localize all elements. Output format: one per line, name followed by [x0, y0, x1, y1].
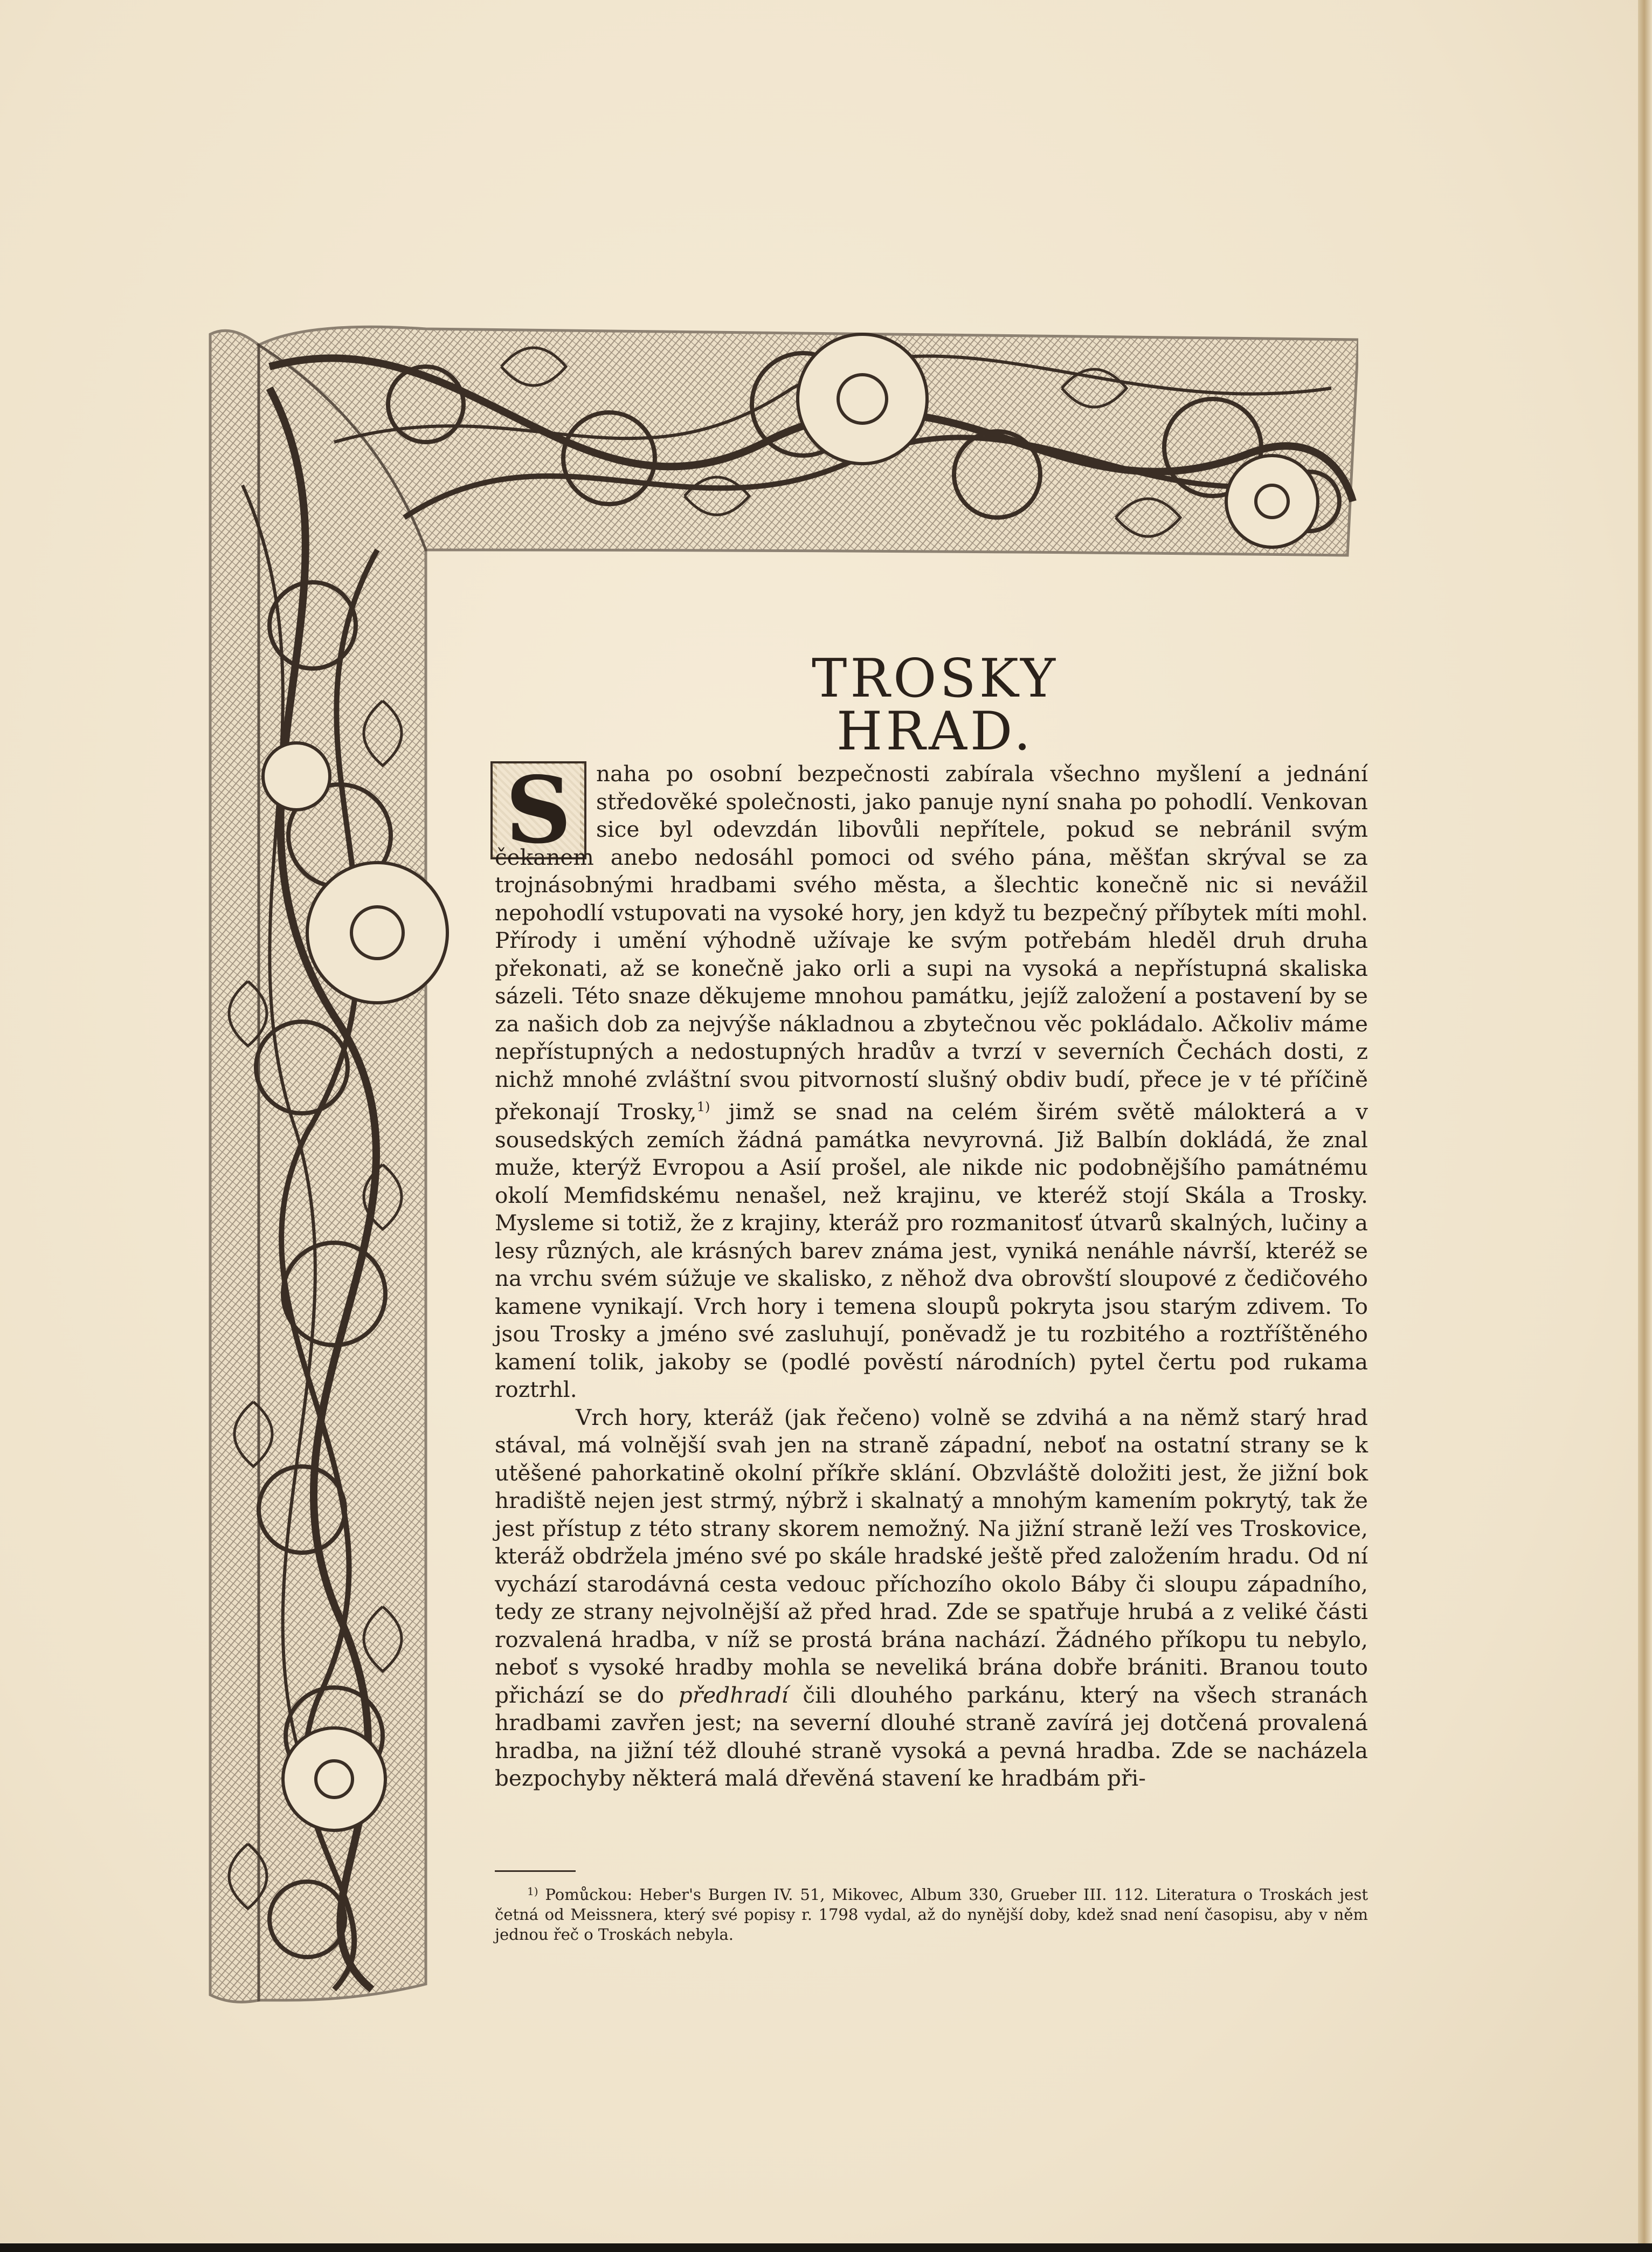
- paragraph-text: čili dlouhého parkánu, který na všech stranách hradbami zavřen jest; na severní dlouhé straně zavírá jej dotčená provalená hradba, na jižní též dlouhé straně vysoká a pevná hradba. Zde se nacházela bezpochyby některá malá dřevěná stavení ke hradbám při-: [495, 1682, 1368, 1791]
- page-edge: [1638, 0, 1652, 2252]
- scan-border: [0, 2243, 1652, 2252]
- italic-term: předhradí: [678, 1682, 789, 1708]
- paragraph: [495, 760, 1368, 1404]
- footnote-mark: 1): [527, 1885, 538, 1898]
- paragraph-text: naha po osobní bezpečnosti zabírala všechno myšlení a jednání středověké společnosti, jako panuje nyní snaha po pohodlí. Venkovan sice byl odevzdán libovůli nepřítele, pokud se nebránil svým čekanem anebo nedosáhl pomoci od svého pána, měšťan skrýval se za trojnásobnými hradbami svého města, a šlechtic konečně nic si nevážil nepohodlí vstupovati na vysoké hory, jen když tu bezpečný příbytek míti mohl. Přírody i umění výhodně užívaje ke svým potřebám hleděl druh druha překonati, až se konečně jako orli a supi na vysoká a nepřístupná skaliska sázeli. Této snaze děkujeme mnohou památku, jejíž založení a postavení by se za našich dob za nejvýše nákladnou a zbytečnou věc pokládalo. Ačkoliv máme nepřístupných a nedostupných hradův a tvrzí v severních Čechách dosti, z nichž mnohé zvláštní svou pitvorností slušný obdiv budí, přece je v té příčině překonají Trosky,: [495, 761, 1368, 1125]
- drop-cap-spacer: [495, 760, 596, 842]
- paragraph: [495, 1404, 1368, 1793]
- footnote: [495, 1882, 1368, 1945]
- footnote-reference: 1): [696, 1099, 710, 1114]
- page-title: TROSKY HRAD.: [812, 648, 1059, 762]
- footnote-text: Pomůckou: Heber's Burgen IV. 51, Mikovec, Album 330, Grueber III. 112. Literatura o Troskách jest četná od Meissnera, který své popisy r. 1798 vydal, až do nynější doby, kdež snad není časopisu, aby v něm jednou řeč o Troskách nebyla.: [495, 1885, 1368, 1944]
- article-body: [495, 760, 1368, 1793]
- drop-cap-letter: S: [497, 765, 580, 856]
- paragraph-text: Vrch hory, kteráž (jak řečeno) volně se zdvihá a na němž starý hrad stával, má volnější svah jen na straně západní, neboť na ostatní strany se k utěšené pahorkatině okolní příkře sklání. Obzvláště doložiti jest, že jižní bok hradiště nejen jest strmý, nýbrž i skalnatý a mnohým kamením pokrytý, tak že jest přístup z této strany skorem nemožný. Na jižní straně leží ves Troskovice, kteráž obdržela jméno své po skále hradské ještě před založením hradu. Od ní vychází starodávná cesta vedouc příchozího okolo Báby či sloupu západního, tedy ze strany nejvolnější až před hrad. Zde se spatřuje hrubá a z veliké části rozvalená hradba, v níž se prostá brána nachází. Žádného příkopu tu nebylo, neboť s vysoké hradby mohla se neveliká brána dobře brániti. Branou touto přichází se do: [495, 1404, 1368, 1708]
- paragraph-text: jimž se snad na celém širém světě málokterá a v sousedských zemích žádná památka nevyrovná. Již Balbín dokládá, že znal muže, kterýž Evropou a Asií prošel, ale nikde nic podobnějšího památnému okolí Memfidskému nenašel, než krajinu, ve kteréž stojí Skála a Trosky. Mysleme si totiž, že z krajiny, kteráž pro rozmanitosť útvarů skalných, lučiny a lesy různých, ale krásných barev známa jest, vyniká nenáhle návrší, kteréž se na vrchu svém súžuje ve skalisko, z něhož dva obrovští sloupové z čedičového kamene vynikají. Vrch hory i temena sloupů pokryta jsou starým zdivem. To jsou Trosky a jméno své zasluhují, poněvadž je tu rozbitého a roztříštěného kamení tolik, jakoby se (podlé pověstí národních) pytel čertu pod rukama roztrhl.: [495, 1099, 1368, 1402]
- footnote-divider: [495, 1870, 576, 1872]
